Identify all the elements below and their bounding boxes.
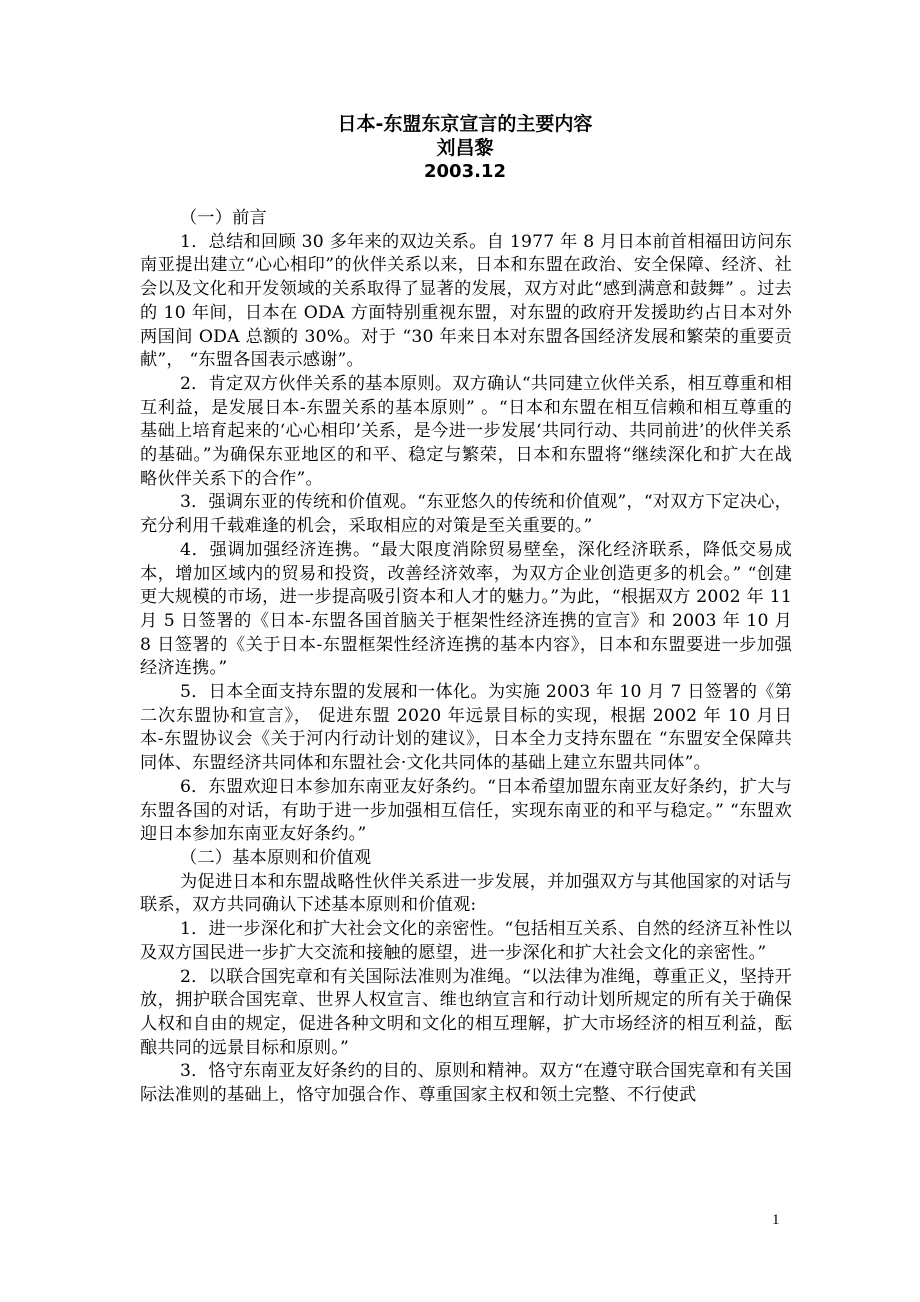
document-title: 日本-东盟东京宣言的主要内容: [337, 113, 593, 135]
paragraph: 1．总结和回顾 30 多年来的双边关系。自 1977 年 8 月日本前首相福田访问东南亚提出建立“心心相印”的伙伴关系以来，日本和东盟在政治、安全保障、经济、社会以及文化和开发领域的关系取得了显著的发展，双方对此“感到满意和鼓舞” 。过去的 10 年间，日本在 ODA 方面特别重视东盟，对东盟的政府开发援助约占日本对外两国间 ODA 总额的 30%。对于 “30 年来日本对东盟各国经济发展和繁荣的重要贡献”， “东盟各国表示感谢”。: [140, 231, 792, 371]
paragraph: 1．进一步深化和扩大社会文化的亲密性。“包括相互关系、自然的经济互补性以及双方国民进一步扩大交流和接触的愿望，进一步深化和扩大社会文化的亲密性。”: [140, 919, 792, 963]
document-date: 2003.12: [424, 161, 506, 182]
paragraph: 6．东盟欢迎日本参加东南亚友好条约。“日本希望加盟东南亚友好条约，扩大与东盟各国的对话，有助于进一步加强相互信任，实现东南亚的和平与稳定。” “东盟欢迎日本参加东南亚友好条约。”: [140, 776, 792, 845]
page-number: 1: [772, 1212, 780, 1228]
paragraph: 2．肯定双方伙伴关系的基本原则。双方确认“共同建立伙伴关系，相互尊重和相互利益，是发展日本-东盟关系的基本原则” 。“日本和东盟在相互信赖和相互尊重的基础上培育起来的‘心心相印’关系，是今进一步发展‘共同行动、共同前进’的伙伴关系的基础。”为确保东亚地区的和平、稳定与繁荣，日本和东盟将“继续深化和扩大在战略伙伴关系下的合作”。: [140, 373, 792, 489]
paragraph: 4．强调加强经济连携。“最大限度消除贸易壁垒，深化经济联系，降低交易成本，增加区域内的贸易和投资，改善经济效率，为双方企业创造更多的机会。” “创建更大规模的市场，进一步提高吸引资本和人才的魅力。”为此，“根据双方 2002 年 11 月 5 日签署的《日本-东盟各国首脑关于框架性经济连携的宣言》和 2003 年 10 月 8 日签署的《关于日本-东盟框架性经济连携的基本内容》，日本和东盟要进一步加强经济连携。”: [140, 539, 792, 679]
paragraph: 为促进日本和东盟战略性伙伴关系进一步发展，并加强双方与其他国家的对话与联系，双方共同确认下述基本原则和价值观:: [140, 871, 792, 916]
section-heading-preface: （一）前言: [180, 208, 267, 228]
paragraph: 5．日本全面支持东盟的发展和一体化。为实施 2003 年 10 月 7 日签署的《第二次东盟协和宣言》， 促进东盟 2020 年远景目标的实现，根据 2002 年 10 月日本-东盟协议会《关于河内行动计划的建议》，日本全力支持东盟在 “东盟安全保障共同体、东盟经济共同体和东盟社会·文化共同体的基础上建立东盟共同体”。: [140, 682, 792, 774]
document-header: [140, 112, 790, 184]
section-heading-principles: （二）基本原则和价值观: [180, 847, 372, 868]
paragraph: 3．恪守东南亚友好条约的目的、原则和精神。双方“在遵守联合国宪章和有关国际法准则的基础上，恪守加强合作、尊重国家主权和领土完整、不行使武: [140, 1061, 792, 1106]
document-body: [140, 207, 792, 1108]
document-author: 刘昌黎: [436, 137, 494, 159]
paragraph: 3．强调东亚的传统和价值观。“东亚悠久的传统和价值观”，“对双方下定决心，充分利用千载难逢的机会，采取相应的对策是至关重要的。”: [140, 492, 792, 537]
paragraph: 2．以联合国宪章和有关国际法准则为准绳。“以法律为准绳，尊重正义，坚持开放，拥护联合国宪章、世界人权宣言、维也纳宣言和行动计划所规定的所有关于确保人权和自由的规定，促进各种文明和文化的相互理解，扩大市场经济的相互利益，酝酿共同的远景目标和原则。”: [140, 966, 792, 1058]
